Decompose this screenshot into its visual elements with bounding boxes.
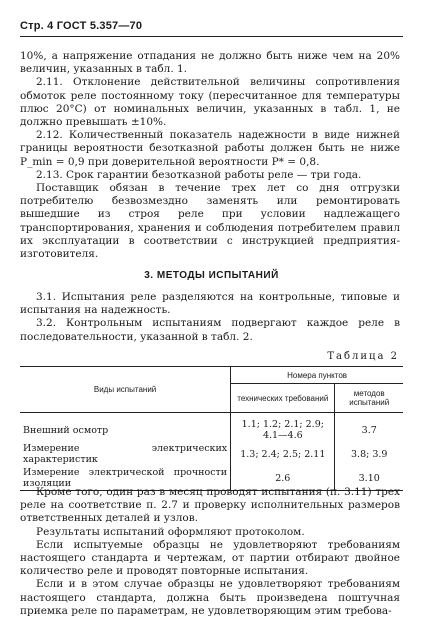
paragraph: Если и в этом случае образцы не удовлетворяют требованиям настоящего стандарта, должна быть произведена поштучная приемка реле по параметрам, не удовлетворяющим этим требова- [20, 578, 400, 617]
column-group-header: Номера пунктов [231, 367, 403, 384]
table-cell: 3.8; 3.9 [335, 442, 403, 466]
section-title: 3. МЕТОДЫ ИСПЫТАНИЙ [144, 270, 279, 281]
table-cell: 3.10 [335, 466, 403, 491]
table-row [20, 413, 403, 443]
column-header-requirements: технических требований [231, 384, 335, 413]
table-cell: 1.3; 2.4; 2.5; 2.11 [231, 442, 335, 466]
paragraph: 2.12. Количественный показатель надежности в виде нижней границы вероятности безотказной работы должен быть не ниже P_min = 0,9 при доверительной вероятности P* = 0,8. [20, 129, 400, 168]
column-header-test-type: Виды испытаний [20, 367, 231, 413]
column-header-methods: методов испытаний [335, 384, 403, 413]
paragraph: Кроме того, один раз в месяц проводят испытания (п. 3.11) трех реле на соответствие п. 2.7 и проверку исполнительных размеров ответственных деталей и узлов. [20, 486, 400, 525]
mid-text-block [20, 291, 400, 344]
table-cell: Измерение электрической прочности изоляции [20, 466, 231, 491]
paragraph: Результаты испытаний оформляют протоколом. [36, 525, 305, 538]
paragraph: 10%, а напряжение отпадания не должно быть ниже чем на 20% величин, указанных в табл. 1. [20, 50, 400, 76]
table-caption: Таблица 2 [327, 351, 399, 362]
bottom-text-block [20, 486, 400, 618]
table-cell: Внешний осмотр [23, 424, 109, 436]
paragraph: 3.2. Контрольным испытаниям подвергают каждое реле в последовательности, указанной в табл. 2. [20, 317, 400, 343]
paragraph: 2.13. Срок гарантии безотказной работы реле — три года. [36, 168, 362, 181]
paragraph: Поставщик обязан в течение трех лет со дня отгрузки потребителю безвозмездно заменять или ремонтировать вышедшие из строя реле при условии надлежащего транспортирования, хранения и соблюдения потребителем правил их эксплуатации в соответствии с инструкцией предприятия-изготовителя. [20, 182, 400, 261]
table-cell: 1.1; 1.2; 2.1; 2.9; 4.1—4.6 [231, 413, 335, 443]
paragraph: 2.11. Отклонение действительной величины сопротивления обмоток реле постоянному току (пересчитанное для температуры плюс 20°C) от номинальных величин, указанных в табл. 1, не должно превышать ±10%. [20, 76, 400, 129]
paragraph: 3.1. Испытания реле разделяются на контрольные, типовые и испытания на надежность. [20, 291, 400, 317]
top-text-block [20, 50, 400, 261]
table-cell: Измерение электрических характеристик [23, 443, 228, 465]
table-cell: 3.7 [335, 413, 403, 443]
header-rule [20, 36, 403, 37]
table-cell: 2.6 [231, 466, 335, 491]
page-header: Стр. 4 ГОСТ 5.357—70 [20, 20, 143, 32]
table-row [20, 442, 403, 466]
paragraph: Если испытуемые образцы не удовлетворяют требованиям настоящего стандарта и чертежам, от партии отбирают двойное количество реле и проводят повторные испытания. [20, 538, 400, 578]
tests-table [20, 366, 403, 491]
